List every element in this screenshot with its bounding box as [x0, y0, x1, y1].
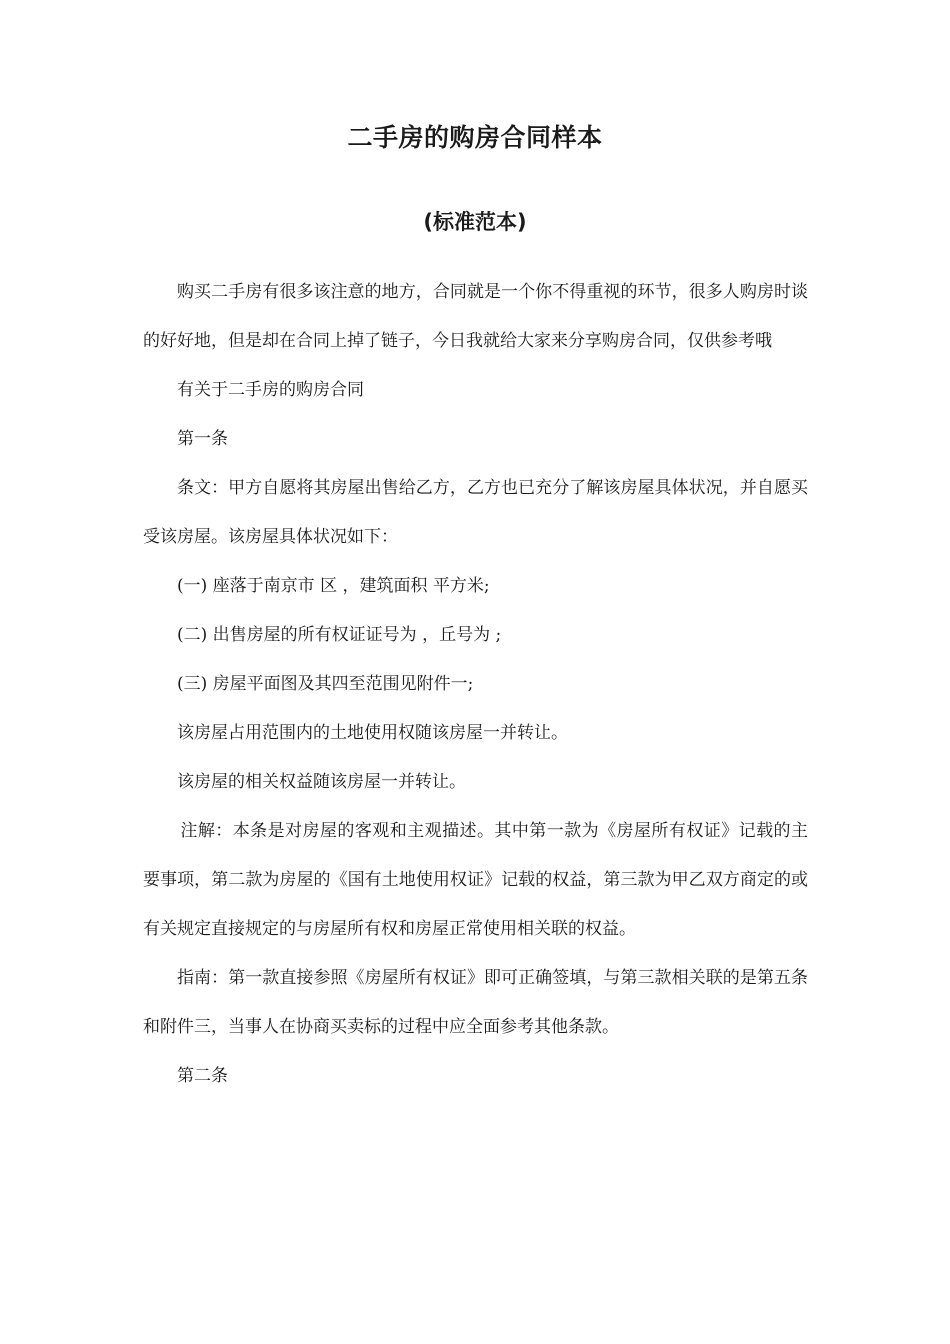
article-1-item-1: (一) 座落于南京市 区 ，建筑面积 平方米; — [177, 576, 490, 596]
article-1-item-3: (三) 房屋平面图及其四至范围见附件一; — [177, 674, 474, 694]
document-subtitle: (标准范本) — [423, 210, 527, 234]
document-title: 二手房的购房合同样本 — [347, 123, 603, 152]
section-heading: 有关于二手房的购房合同 — [177, 380, 364, 400]
article-1-note: 注解：本条是对房屋的客观和主观描述。其中第一款为《房屋所有权证》记载的主要事项，第二款为房屋的《国有土地使用权证》记载的权益，第三款为甲乙双方商定的或有关规定直接规定的与房屋所有权和房屋正常使用相关联的权益。 — [143, 821, 808, 939]
article-heading-1: 第一条 — [177, 429, 228, 449]
document-body — [143, 268, 808, 1101]
article-1-item-2: (二) 出售房屋的所有权证证号为 ，丘号为 ; — [177, 625, 502, 645]
article-1-land-right: 该房屋占用范围内的土地使用权随该房屋一并转让。 — [177, 723, 568, 743]
article-1-related-rights: 该房屋的相关权益随该房屋一并转让。 — [177, 772, 466, 792]
intro-paragraph: 购买二手房有很多该注意的地方，合同就是一个你不得重视的环节，很多人购房时谈的好好地，但是却在合同上掉了链子，今日我就给大家来分享购房合同，仅供参考哦 — [143, 282, 808, 351]
article-1-guide: 指南：第一款直接参照《房屋所有权证》即可正确签填，与第三款相关联的是第五条和附件三，当事人在协商买卖标的过程中应全面参考其他条款。 — [143, 968, 808, 1037]
article-1-text: 条文：甲方自愿将其房屋出售给乙方，乙方也已充分了解该房屋具体状况，并自愿买受该房屋。该房屋具体状况如下： — [143, 478, 808, 547]
article-heading-2: 第二条 — [177, 1066, 228, 1086]
